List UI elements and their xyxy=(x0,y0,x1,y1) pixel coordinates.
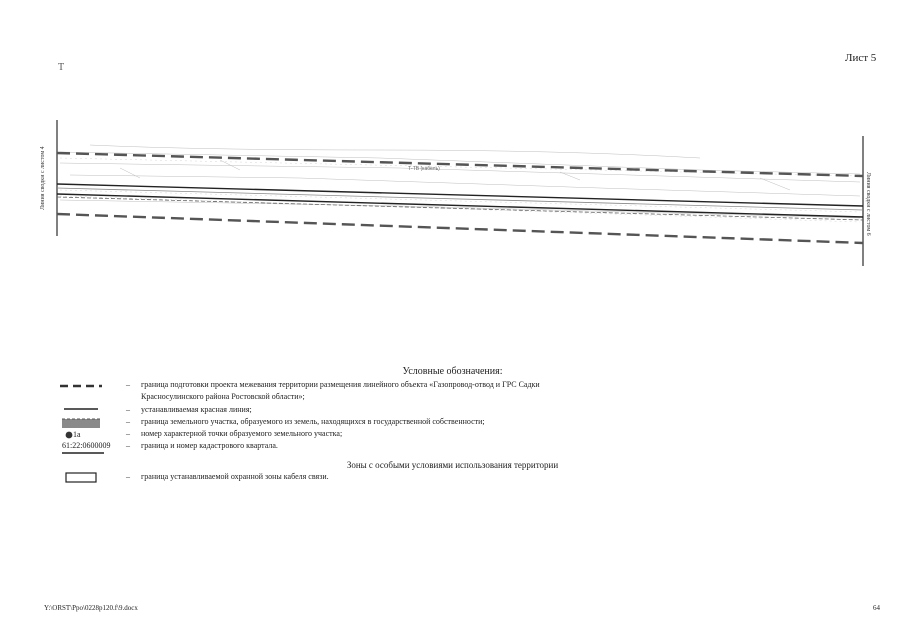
legend-text: Красносулинского района Ростовской области»; xyxy=(141,392,305,401)
red-line-top xyxy=(57,184,863,206)
cable-label: Т-ТВ (кабель) xyxy=(408,166,440,172)
legend-text: устанавливаемая красная линия; xyxy=(141,405,252,414)
sheet-label: Лист 5 xyxy=(845,52,877,64)
footer-file-path: Y:\ORST\Ppo\0228p120.f\9.docx xyxy=(44,604,138,612)
page-number: 64 xyxy=(873,604,880,612)
rect-icon xyxy=(58,472,104,486)
red-line-mid xyxy=(57,188,863,210)
quarter-line-icon xyxy=(60,451,106,455)
legend-text: граница земельного участка, образуемого из земель, находящихся в государственной собственности; xyxy=(141,417,485,426)
red-line-bottom xyxy=(57,194,863,217)
legend-text: номер характерной точки образуемого земельного участка; xyxy=(141,429,343,438)
legend-item-land-plot: – граница земельного участка, образуемого из земель, находящихся в государственной собственности; xyxy=(0,417,905,431)
legend-text: граница подготовки проекта межевания территории размещения линейного объекта «Газопровод-отвод и ГРС Садки xyxy=(141,380,540,389)
land-plot-boundary xyxy=(57,197,863,220)
legend-item-boundary: – граница подготовки проекта межевания территории размещения линейного объекта «Газопровод-отвод и ГРС Садки xyxy=(0,380,905,394)
legend-title: Условные обозначения: xyxy=(402,366,503,377)
legend-item-boundary-cont xyxy=(0,392,905,406)
legend-item-red-line: – устанавливаемая красная линия; xyxy=(0,405,905,419)
legend-text: граница устанавливаемой охранной зоны кабеля связи. xyxy=(141,472,329,481)
quarter-label: 61:22:0600009 xyxy=(62,441,111,450)
legend-item-quarter: 61:22:0600009 – граница и номер кадастрового квартала. xyxy=(0,441,905,455)
north-arrow-icon: Т xyxy=(58,62,65,73)
legend-item-cable-zone: – граница устанавливаемой охранной зоны кабеля связи. xyxy=(0,472,905,486)
legend-text: граница и номер кадастрового квартала. xyxy=(141,441,278,450)
right-match-label: Линия сводки с листом 6 xyxy=(865,172,871,236)
legend-item-point: 1а – номер характерной точки образуемого земельного участка; xyxy=(0,429,905,443)
project-boundary-bottom xyxy=(57,214,863,243)
left-match-label: Линия сводки с листом 4 xyxy=(40,146,46,210)
point-label: 1а xyxy=(73,430,81,439)
zones-title: Зоны с особыми условиями использования территории xyxy=(346,460,559,470)
